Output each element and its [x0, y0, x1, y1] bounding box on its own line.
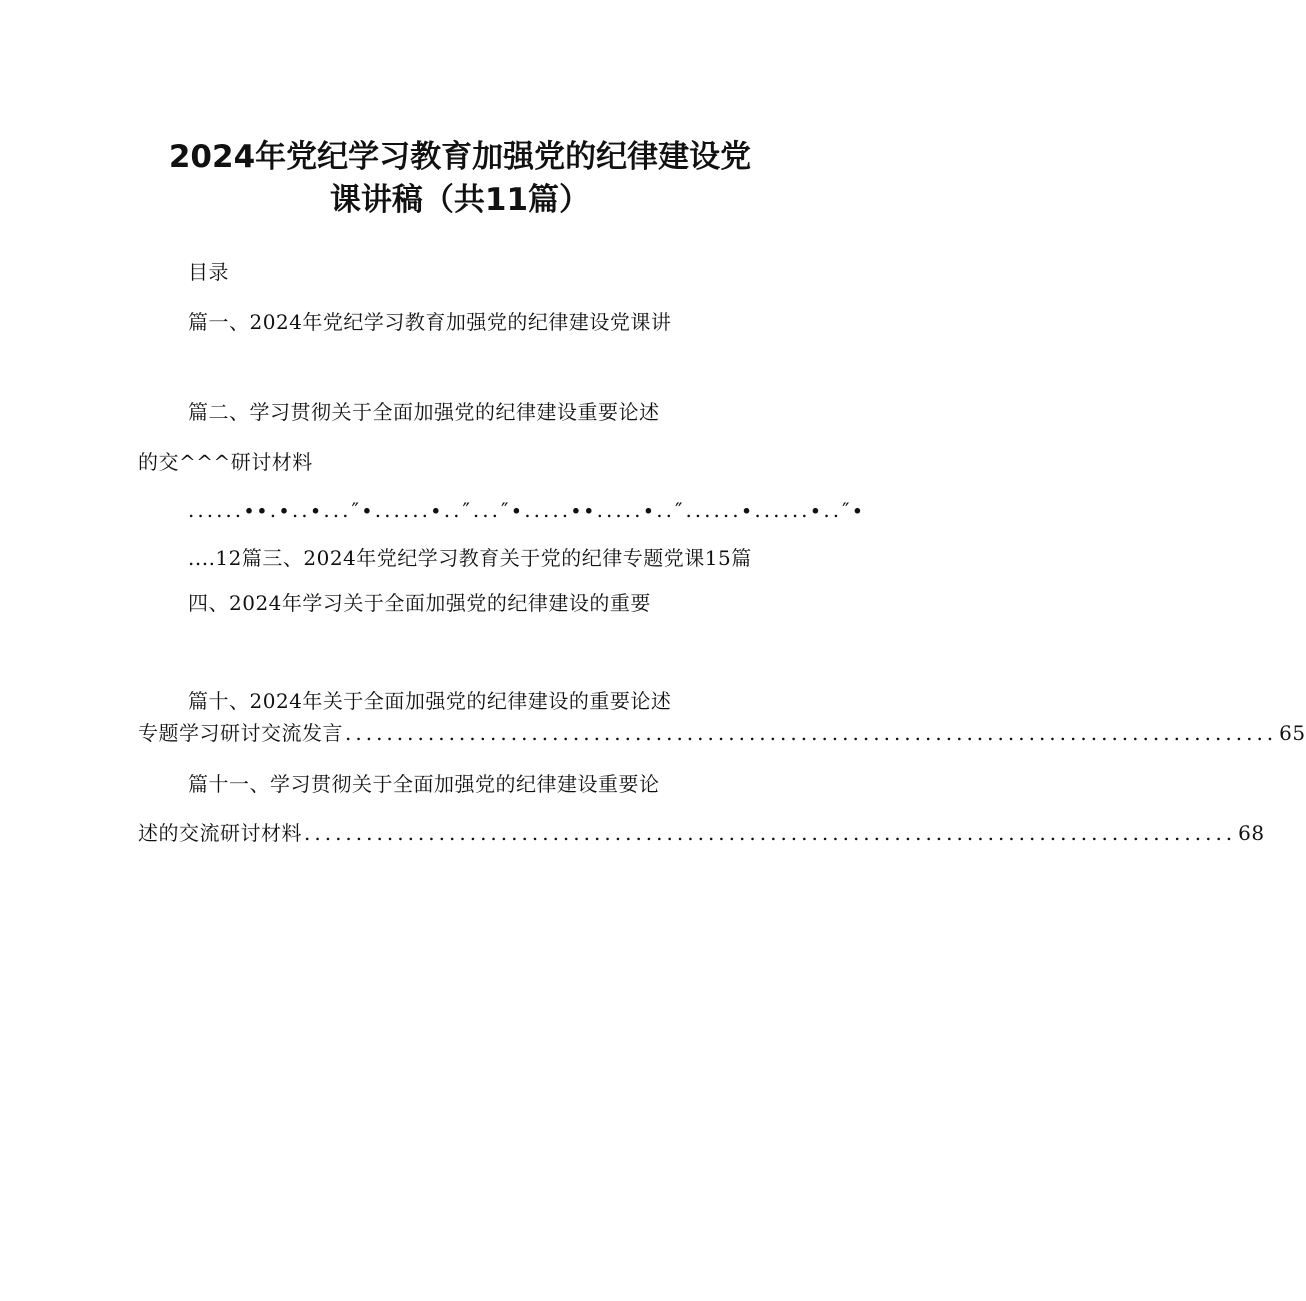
toc-page-number: 65 [1279, 721, 1306, 745]
document-title-line-1: 2024年党纪学习教育加强党的纪律建设党 [168, 139, 752, 175]
toc-leader: .......................................................................................... [345, 721, 1278, 745]
toc-entry-2-continued: 的交^^^研讨材料 [138, 450, 313, 474]
toc-entry-10-continued [138, 720, 1306, 746]
toc-entry-3: ....12篇三、2024年党纪学习教育关于党的纪律专题党课15篇 [188, 546, 752, 570]
toc-leader: .......................................................................................... [304, 821, 1237, 845]
toc-page-number: 68 [1238, 821, 1265, 845]
toc-entry-2: 篇二、学习贯彻关于全面加强党的纪律建设重要论述 [188, 400, 660, 424]
toc-entry-10: 篇十、2024年关于全面加强党的纪律建设的重要论述 [188, 689, 672, 713]
toc-entry-1: 篇一、2024年党纪学习教育加强党的纪律建设党课讲 [188, 310, 672, 334]
toc-heading: 目录 [188, 260, 229, 284]
toc-entry-10-text: 专题学习研讨交流发言 [138, 721, 343, 745]
toc-entry-11-text: 述的交流研讨材料 [138, 821, 302, 845]
toc-entry-11: 篇十一、学习贯彻关于全面加强党的纪律建设重要论 [188, 772, 660, 796]
toc-entry-11-continued [138, 820, 1265, 846]
toc-leader-dots: ......∙∙.∙..∙...″∙......∙..″...″∙.....∙∙.....∙..″......∙......∙..″∙ [188, 498, 866, 522]
toc-entry-4: 四、2024年学习关于全面加强党的纪律建设的重要 [188, 591, 651, 615]
document-title-line-2: 课讲稿（共11篇） [329, 182, 591, 218]
